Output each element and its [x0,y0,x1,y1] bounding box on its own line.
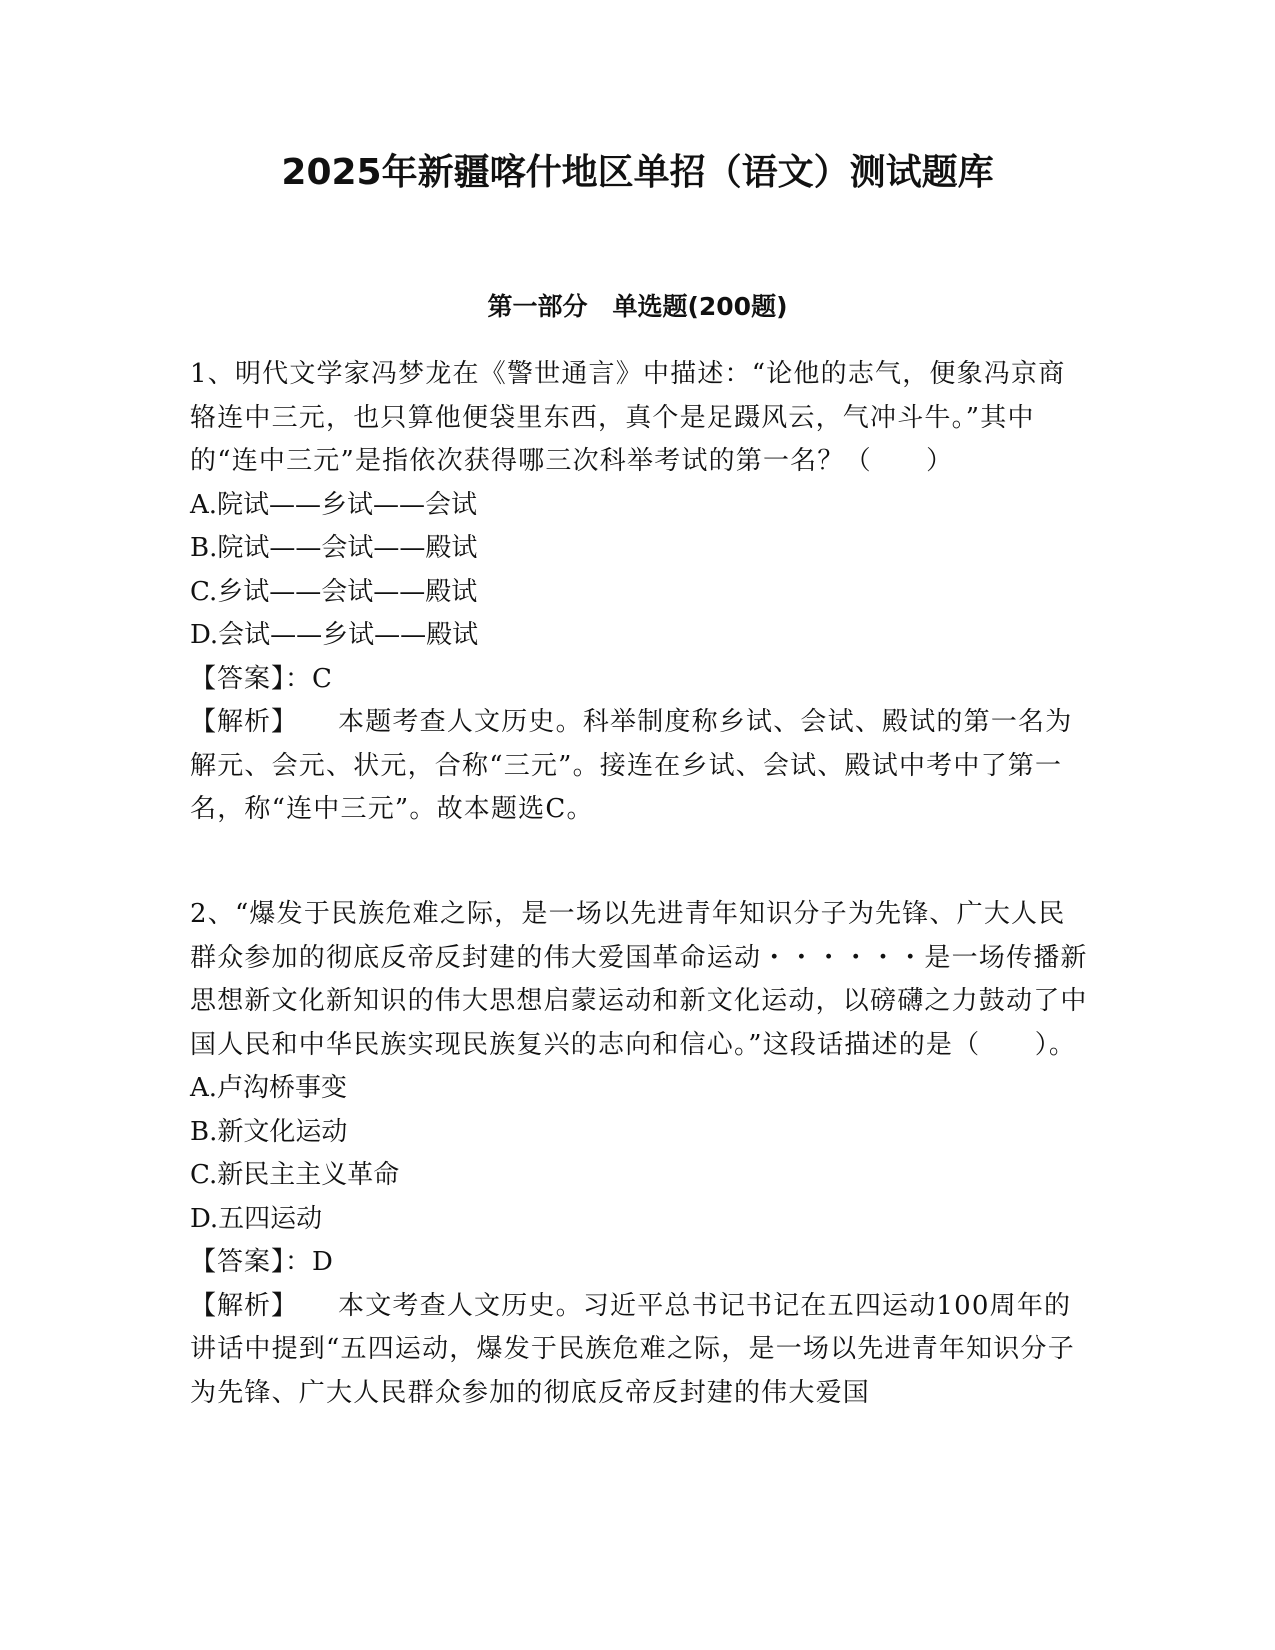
analysis-text: 本题考查人文历史。科举制度称乡试、会试、殿试的第一名为解元、会元、状元，合称“三元”。接连在乡试、会试、殿试中考中了第一名，称“连中三元”。故本题选C。 [190,707,1073,824]
option-a: A.卢沟桥事变 [190,1073,348,1103]
answer-value: C [312,663,332,694]
option-c: C.新民主主义革命 [190,1160,400,1190]
option-d: D.五四运动 [190,1203,323,1234]
section-title: 第一部分 单选题(200题) [487,292,788,321]
document-title: 2025年新疆喀什地区单招（语文）测试题库 [281,152,994,193]
answer-line [190,658,1090,702]
option-a: A.院试——乡试——会试 [190,489,478,520]
option-c: C.乡试——会试——殿试 [190,576,478,607]
option-b: B.院试——会试——殿试 [190,533,478,563]
analysis-label: 【解析】 [190,707,299,737]
analysis-paragraph [190,1285,1090,1416]
answer-label: 【答案】： [190,1247,313,1277]
answer-label: 【答案】： [190,663,313,694]
analysis-paragraph [190,701,1090,832]
answer-value: D [312,1247,333,1277]
analysis-text: 本文考查人文历史。习近平总书记书记在五四运动100周年的讲话中提到“五四运动，爆发于民族危难之际，是一场以先进青年知识分子为先锋、广大人民群众参加的彻底反帝反封建的伟大爱国 [190,1290,1075,1408]
analysis-label: 【解析】 [190,1290,299,1321]
option-b: B.新文化运动 [190,1116,348,1147]
option-d: D.会试——乡试——殿试 [190,620,479,650]
question-2 [190,893,1090,1415]
question-stem: 2、“爆发于民族危难之际，是一场以先进青年知识分子为先锋、广大人民群众参加的彻底反帝反封建的伟大爱国革命运动・・・・・・是一场传播新思想新文化新知识的伟大思想启蒙运动和新文化运动，以磅礴之力鼓动了中国人民和中华民族实现民族复兴的志向和信心。”这段话描述的是（ ）。 [190,899,1088,1060]
question-stem: 1、明代文学家冯梦龙在《警世通言》中描述：“论他的志气，便象冯京商辂连中三元，也只算他便袋里东西，真个是足蹑风云，气冲斗牛。”其中的“连中三元”是指依次获得哪三次科举考试的第一名？（ ） [190,359,1066,476]
answer-line [190,1241,1090,1285]
question-1 [190,353,1090,832]
